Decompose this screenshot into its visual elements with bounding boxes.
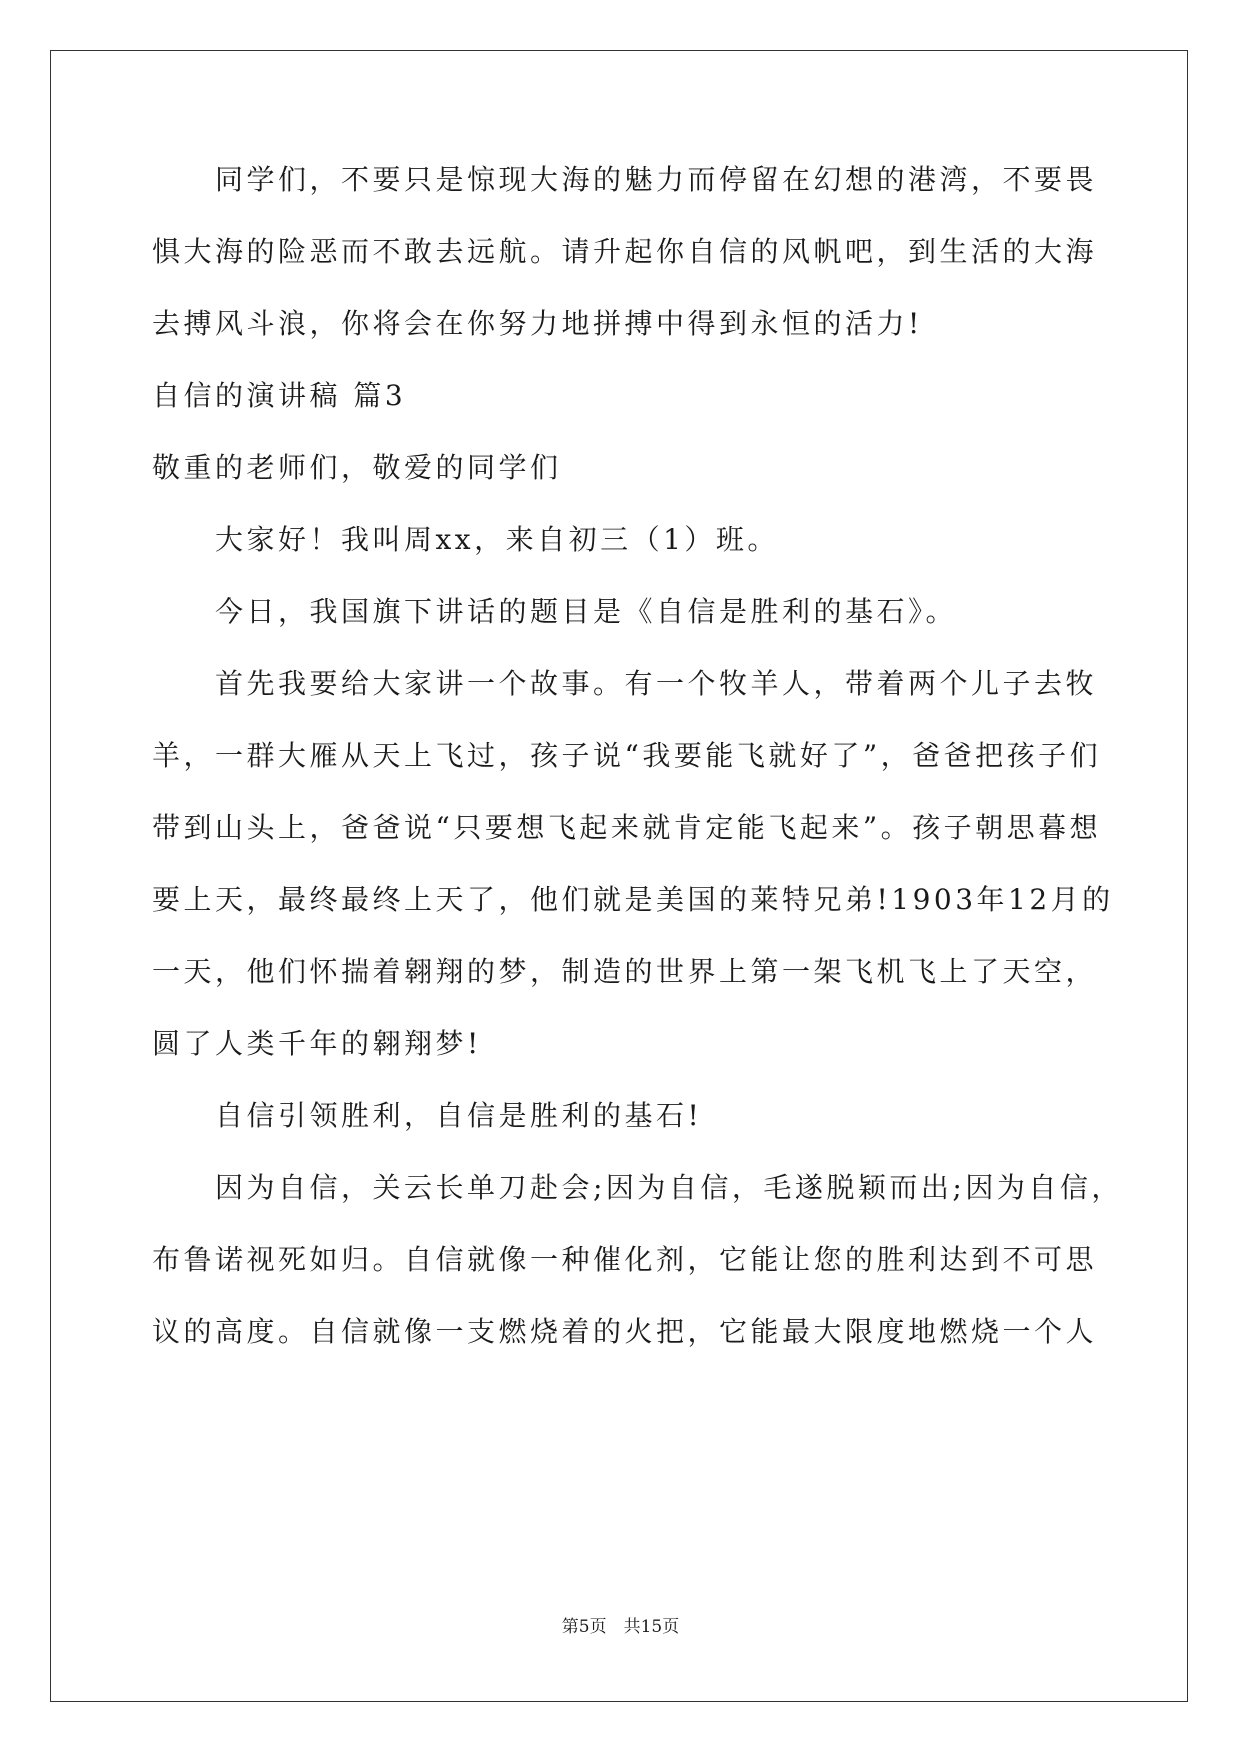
paragraph-line: 大家好！我叫周xx，来自初三（1）班。	[215, 523, 779, 556]
paragraph-line: 议的高度。自信就像一支燃烧着的火把，它能最大限度地燃烧一个人	[152, 1315, 1098, 1348]
salutation-line: 敬重的老师们，敬爱的同学们	[152, 451, 562, 484]
paragraph-line: 一天，他们怀揣着翱翔的梦，制造的世界上第一架飞机飞上了天空，	[152, 955, 1098, 988]
paragraph-line: 布鲁诺视死如归。自信就像一种催化剂，它能让您的胜利达到不可思	[152, 1243, 1098, 1276]
paragraph-line: 去搏风斗浪，你将会在你努力地拼搏中得到永恒的活力!	[152, 307, 923, 340]
paragraph-line: 圆了人类千年的翱翔梦!	[152, 1027, 482, 1060]
paragraph-line: 带到山头上，爸爸说“只要想飞起来就肯定能飞起来”。孩子朝思暮想	[152, 811, 1102, 844]
paragraph-line: 惧大海的险恶而不敢去远航。请升起你自信的风帆吧，到生活的大海	[152, 235, 1098, 268]
paragraph-line: 同学们，不要只是惊现大海的魅力而停留在幻想的港湾，不要畏	[215, 163, 1098, 196]
paragraph-line: 自信引领胜利，自信是胜利的基石!	[215, 1099, 703, 1132]
paragraph-line: 羊，一群大雁从天上飞过，孩子说“我要能飞就好了”，爸爸把孩子们	[152, 739, 1102, 772]
paragraph-line: 今日，我国旗下讲话的题目是《自信是胜利的基石》。	[215, 595, 958, 628]
section-heading: 自信的演讲稿 篇3	[152, 379, 407, 412]
paragraph-line: 因为自信，关云长单刀赴会;因为自信，毛遂脱颖而出;因为自信，	[215, 1171, 1123, 1204]
page-border	[50, 50, 1188, 1702]
paragraph-line: 首先我要给大家讲一个故事。有一个牧羊人，带着两个儿子去牧	[215, 667, 1098, 700]
page-number: 第5页 共15页	[561, 1617, 680, 1637]
paragraph-line: 要上天，最终最终上天了，他们就是美国的莱特兄弟!1903年12月的	[152, 883, 1114, 916]
